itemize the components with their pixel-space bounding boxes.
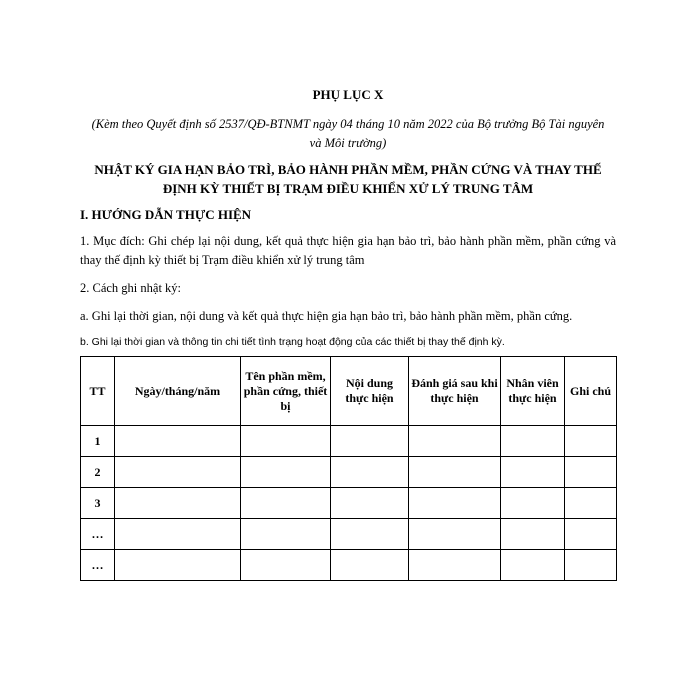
decision-reference: (Kèm theo Quyết định số 2537/QĐ-BTNMT ngày 04 tháng 10 năm 2022 của Bộ trưởng Bộ Tài nguyên và Môi trường) <box>91 117 605 150</box>
purpose-paragraph: 1. Mục đích: Ghi chép lại nội dung, kết quả thực hiện gia hạn bảo trì, bảo hành phần mềm, phần cứng và thay thế định kỳ thiết bị Trạm điều khiển xử lý trung tâm <box>80 234 616 267</box>
section-heading: I. HƯỚNG DẪN THỰC HIỆN <box>80 207 252 222</box>
logging-method-paragraph: 2. Cách ghi nhật ký: <box>80 281 182 295</box>
cell-staff <box>501 457 565 488</box>
table-row <box>81 519 617 550</box>
cell-evaluation <box>409 519 501 550</box>
cell-content <box>331 488 409 519</box>
cell-item-name <box>241 550 331 581</box>
row-number: 1 <box>81 426 115 457</box>
cell-item-name <box>241 457 331 488</box>
header-evaluation: Đánh giá sau khi thực hiện <box>409 357 501 426</box>
row-number: … <box>81 519 115 550</box>
cell-item-name <box>241 519 331 550</box>
header-date: Ngày/tháng/năm <box>115 357 241 426</box>
cell-notes <box>565 550 617 581</box>
instruction-b-paragraph: b. Ghi lại thời gian và thông tin chi tiết tình trạng hoạt động của các thiết bị thay thế định kỳ. <box>80 336 505 348</box>
cell-content <box>331 457 409 488</box>
cell-staff <box>501 519 565 550</box>
instruction-a-paragraph: a. Ghi lại thời gian, nội dung và kết quả thực hiện gia hạn bảo trì, bảo hành phần mềm, phần cứng. <box>80 309 573 323</box>
cell-evaluation <box>409 457 501 488</box>
cell-item-name <box>241 488 331 519</box>
cell-content <box>331 550 409 581</box>
row-number: 2 <box>81 457 115 488</box>
document-title: NHẬT KÝ GIA HẠN BẢO TRÌ, BẢO HÀNH PHẦN MỀM, PHẦN CỨNG VÀ THAY THẾ ĐỊNH KỲ THIẾT BỊ TRẠM ĐIỀU KHIỂN XỬ LÝ TRUNG TÂM <box>94 162 602 196</box>
cell-date <box>115 426 241 457</box>
cell-date <box>115 488 241 519</box>
cell-notes <box>565 426 617 457</box>
header-notes: Ghi chú <box>565 357 617 426</box>
row-number: … <box>81 550 115 581</box>
cell-staff <box>501 488 565 519</box>
table-row <box>81 550 617 581</box>
header-content: Nội dung thực hiện <box>331 357 409 426</box>
row-number: 3 <box>81 488 115 519</box>
cell-date <box>115 519 241 550</box>
appendix-title: PHỤ LỤC X <box>312 87 384 102</box>
cell-date <box>115 457 241 488</box>
document-page <box>80 86 616 581</box>
cell-evaluation <box>409 426 501 457</box>
cell-item-name <box>241 426 331 457</box>
header-tt: TT <box>81 357 115 426</box>
cell-notes <box>565 519 617 550</box>
cell-notes <box>565 488 617 519</box>
log-table <box>80 356 617 581</box>
cell-content <box>331 426 409 457</box>
table-header-row <box>81 357 617 426</box>
header-staff: Nhân viên thực hiện <box>501 357 565 426</box>
cell-notes <box>565 457 617 488</box>
table-row <box>81 488 617 519</box>
cell-staff <box>501 426 565 457</box>
cell-date <box>115 550 241 581</box>
table-row <box>81 457 617 488</box>
cell-content <box>331 519 409 550</box>
cell-evaluation <box>409 550 501 581</box>
cell-evaluation <box>409 488 501 519</box>
table-row <box>81 426 617 457</box>
header-item-name: Tên phần mềm, phần cứng, thiết bị <box>241 357 331 426</box>
cell-staff <box>501 550 565 581</box>
